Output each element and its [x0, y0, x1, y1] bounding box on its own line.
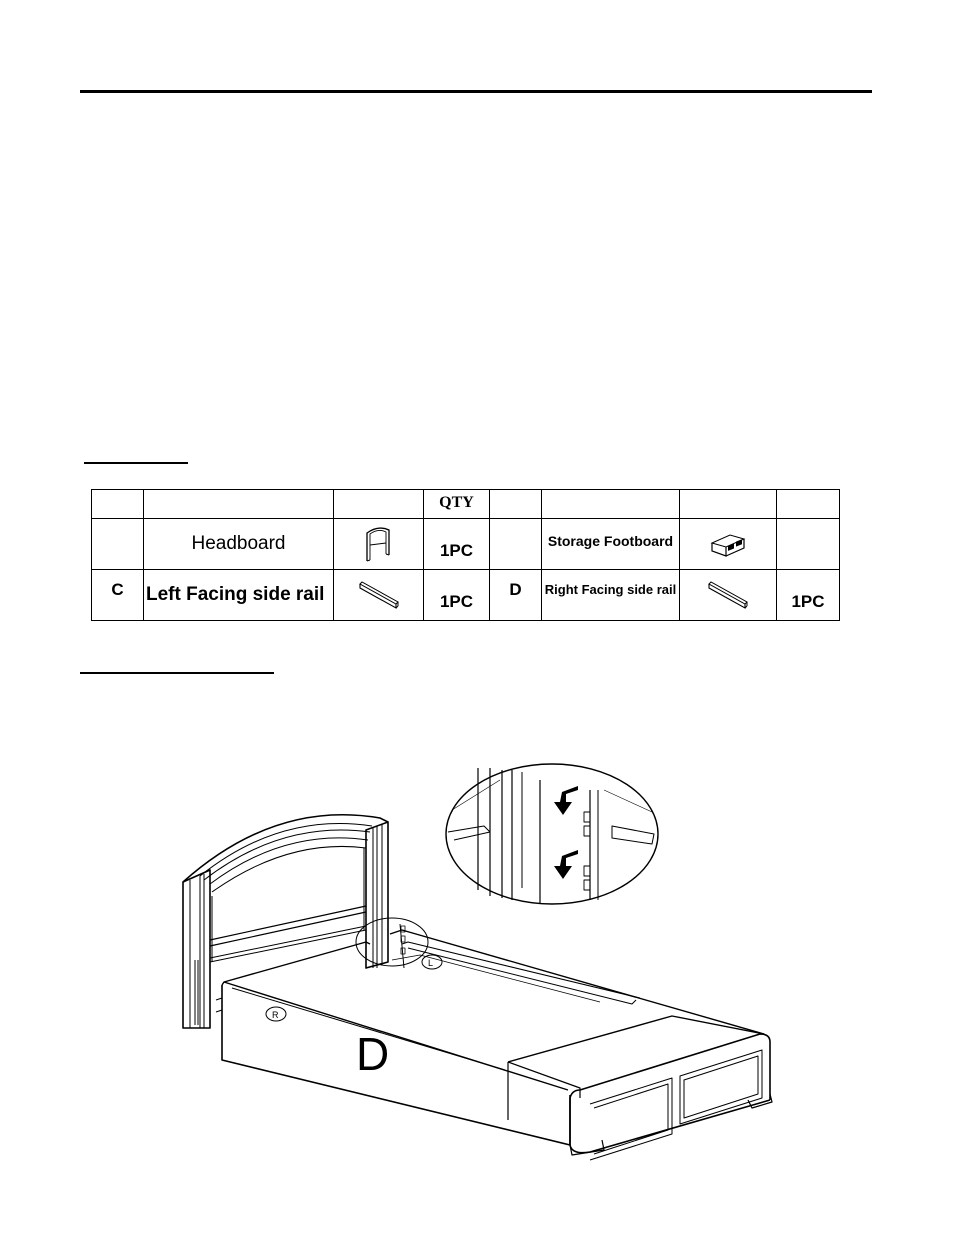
- side-rail-d: [216, 942, 570, 1145]
- part-letter: C: [92, 570, 144, 621]
- part-qty: 1PC: [424, 519, 490, 570]
- down-arrow-icon: [554, 786, 578, 815]
- zoom-detail-callout: [446, 764, 658, 904]
- storage-footboard: [508, 1016, 772, 1160]
- right-marker-label: R: [272, 1010, 279, 1020]
- down-arrow-icon: [554, 850, 578, 879]
- left-marker-label: L: [428, 958, 434, 968]
- part-qty: 1PC: [424, 570, 490, 621]
- headboard: [183, 815, 388, 1028]
- part-name: Right Facing side rail: [542, 570, 680, 621]
- rail-label-d: D: [356, 1028, 390, 1080]
- part-name: Storage Footboard: [542, 519, 680, 570]
- qty-column-header: QTY: [424, 490, 490, 519]
- part-name: Headboard: [144, 519, 334, 570]
- part-qty: 1PC: [777, 570, 840, 621]
- side-rail-c: [390, 924, 764, 1034]
- part-name: Left Facing side rail: [144, 570, 334, 621]
- part-letter: D: [490, 570, 542, 621]
